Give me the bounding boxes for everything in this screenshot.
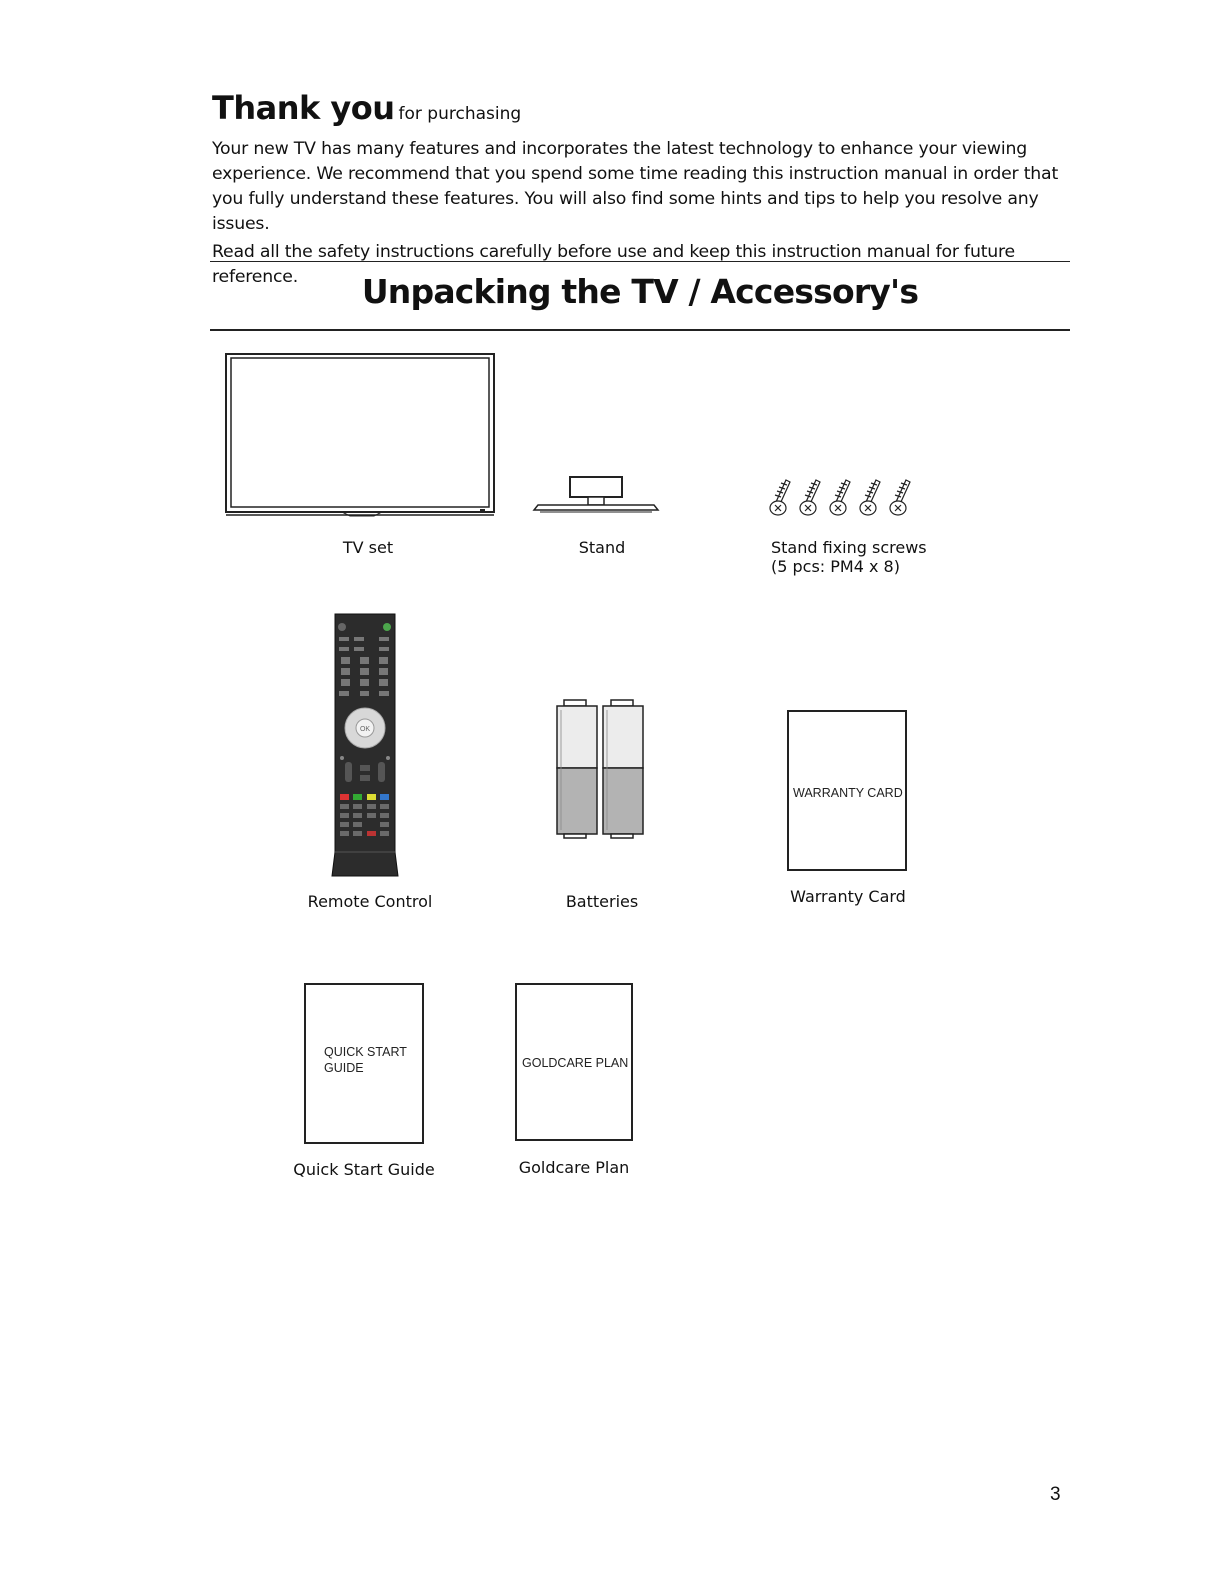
warranty-card-illustration <box>787 710 907 871</box>
remote-ok-text: OK <box>359 726 371 733</box>
quick-start-guide-text: QUICK START GUIDE <box>324 1045 407 1075</box>
batteries-label: Batteries <box>565 892 639 911</box>
warranty-card-text: WARRANTY CARD <box>793 786 903 800</box>
remote-control-label: Remote Control <box>307 892 433 911</box>
remote-control-illustration <box>332 612 398 880</box>
intro-section <box>212 88 1072 290</box>
quick-start-guide-illustration <box>304 983 424 1144</box>
divider-top <box>210 261 1070 262</box>
goldcare-plan-text: GOLDCARE PLAN <box>522 1056 629 1070</box>
page-number: 3 <box>1050 1484 1061 1505</box>
thank-you-title: Thank you <box>212 89 395 127</box>
stand-illustration <box>532 474 660 516</box>
screws-label: Stand fixing screws (5 pcs: PM4 x 8) <box>771 538 927 576</box>
divider-bottom <box>210 329 1070 331</box>
thank-you-subtitle: for purchasing <box>398 104 522 124</box>
stand-label: Stand <box>578 538 626 557</box>
batteries-illustration <box>554 698 646 840</box>
screws-illustration <box>766 478 916 520</box>
tv-set-illustration <box>224 352 498 518</box>
safety-note: Read all the safety instructions carefully before use and keep this instruction manual for future reference. <box>212 242 1015 287</box>
tv-set-label: TV set <box>342 538 394 557</box>
intro-paragraph: Your new TV has many features and incorporates the latest technology to enhance your viewing experience. We recommend that you spend some time reading this instruction manual in order that you fully understand these features. You will also find some hints and tips to help you resolve any issues. <box>212 139 1059 234</box>
section-title: Unpacking the TV / Accessory's <box>361 272 919 311</box>
goldcare-plan-label: Goldcare Plan <box>518 1158 630 1177</box>
thank-you-heading <box>212 88 1072 135</box>
quick-start-guide-label: Quick Start Guide <box>293 1160 435 1179</box>
goldcare-plan-illustration <box>515 983 633 1141</box>
warranty-card-label: Warranty Card <box>790 887 906 906</box>
